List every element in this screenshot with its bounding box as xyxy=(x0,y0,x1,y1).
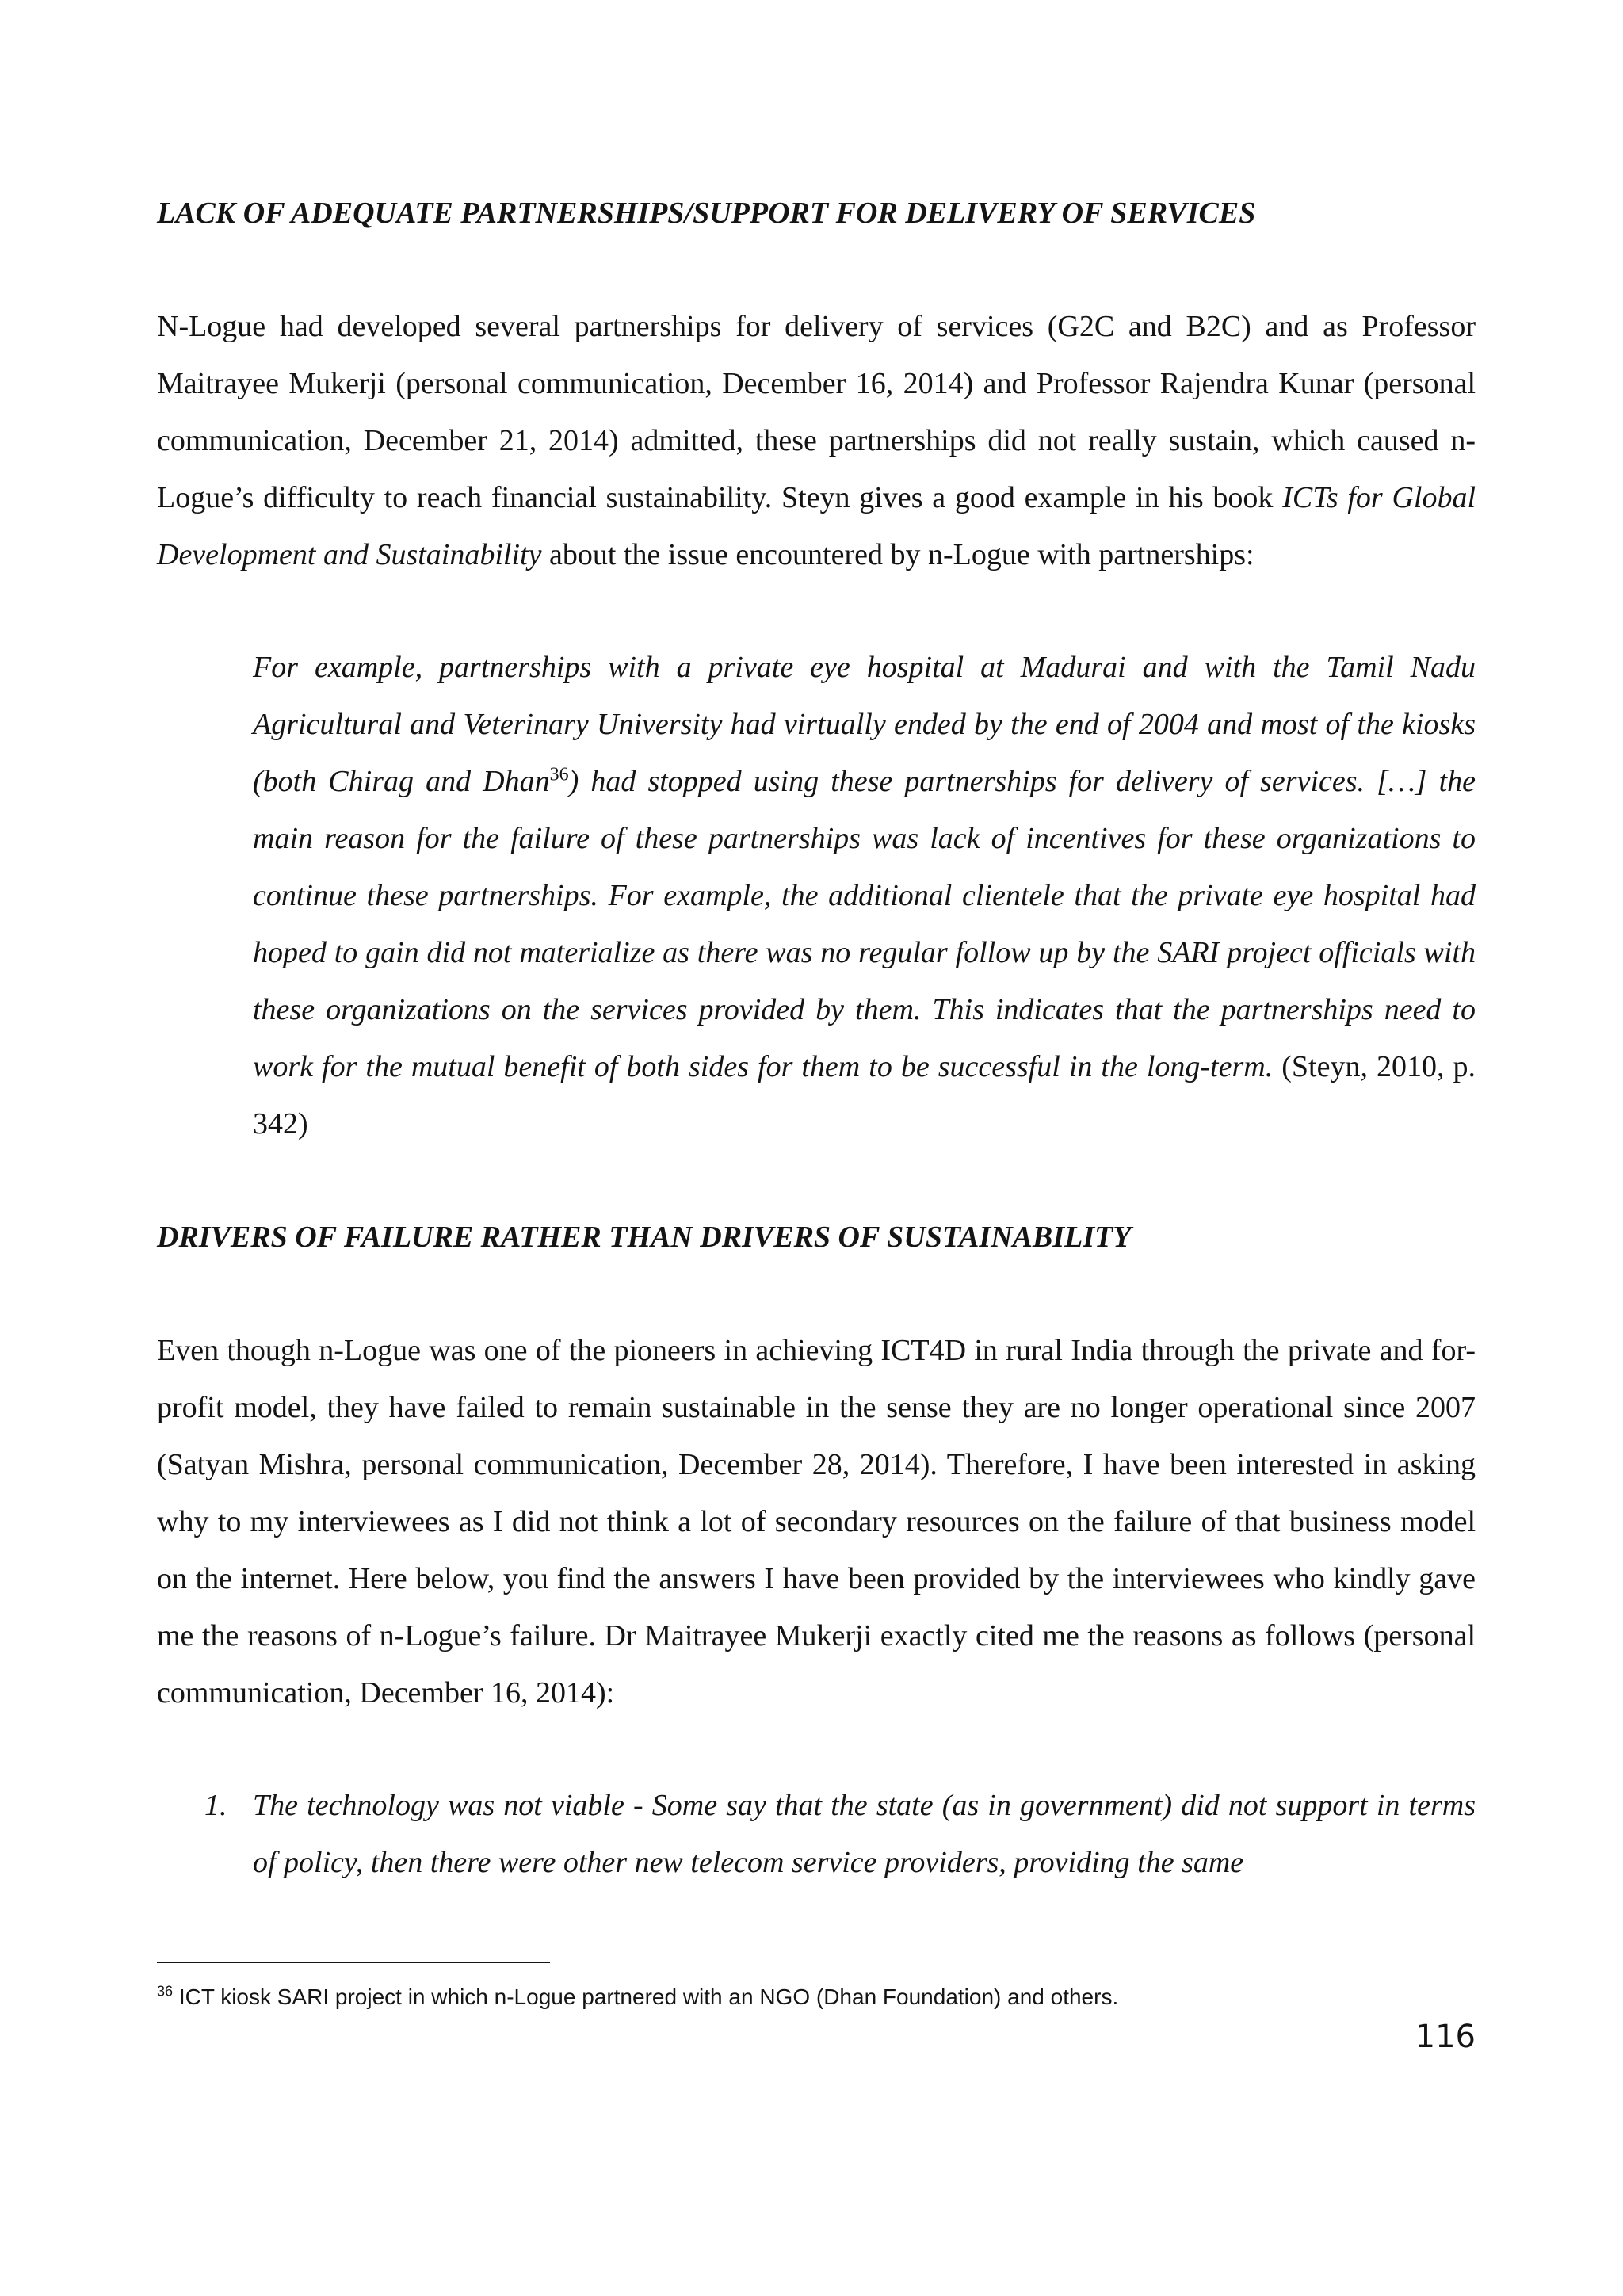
page-number: 116 xyxy=(1415,2019,1476,2055)
quote-text-tail: ) had stopped using these partnerships for delivery of services. […] the main reason for the failure of these partnerships was lack of incentives for these organizations to continue these partnerships. For example, the additional clientele that the private eye hospital had hoped to gain did not materialize as there was no regular follow up by the SARI project officials with these organizations on the services provided by them. This indicates that the partnerships need to work for the mutual benefit of both sides for them to be successful in the long-term. xyxy=(253,765,1476,1083)
failure-reasons-list xyxy=(157,1777,1476,1891)
paragraph-partnerships xyxy=(157,298,1476,583)
footnote-number: 36 xyxy=(157,1983,174,2000)
book-title: ICTs for Global Development and Sustainability xyxy=(157,481,1476,571)
paragraph-text-tail: about the issue encountered by n-Logue with partnerships: xyxy=(548,538,1254,571)
quote-citation: (Steyn, 2010, p. 342) xyxy=(253,1050,1476,1140)
footnote-divider xyxy=(157,1962,550,1963)
list-item xyxy=(157,1777,1476,1891)
paragraph-text-lead: N-Logue had developed several partnerships for delivery of services (G2C and B2C) and as Professor Maitrayee Mukerji (personal communication, December 16, 2014) and Professor Rajendra Kunar (personal communication, December 21, 2014) admitted, these partnerships did not really sustain, which caused n-Logue’s difficulty to reach financial sustainability. Steyn gives a good example in his book xyxy=(157,310,1476,514)
footnote-reference-36[interactable]: 36 xyxy=(549,764,569,785)
quote-text-lead: For example, partnerships with a private eye hospital at Madurai and with the Tamil Nadu Agricultural and Veterinary University had virtually ended by the end of 2004 and most of the kiosks (both Chirag and Dhan xyxy=(253,651,1476,798)
document-page xyxy=(157,0,1476,2296)
section-heading-partnerships: LACK OF ADEQUATE PARTNERSHIPS/SUPPORT FOR DELIVERY OF SERVICES xyxy=(157,197,1256,230)
footnote-36 xyxy=(157,1981,1476,2013)
paragraph-drivers-of-failure: Even though n-Logue was one of the pioneers in achieving ICT4D in rural India through the private and for-profit model, they have failed to remain sustainable in the sense they are no longer operational since 2007 (Satyan Mishra, personal communication, December 28, 2014). Therefore, I have been interested in asking why to my interviewees as I did not think a lot of secondary resources on the failure of that business model on the internet. Here below, you find the answers I have been provided by the interviewees who kindly gave me the reasons of n-Logue’s failure. Dr Maitrayee Mukerji exactly cited me the reasons as follows (personal communication, December 16, 2014): xyxy=(157,1334,1476,1710)
list-item-number: 1. xyxy=(204,1789,227,1822)
list-item-text: The technology was not viable - Some say that the state (as in government) did not support in terms of policy, then there were other new telecom service providers, providing the same xyxy=(253,1789,1476,1879)
section-heading-drivers-of-failure: DRIVERS OF FAILURE RATHER THAN DRIVERS OF SUSTAINABILITY xyxy=(157,1221,1132,1254)
block-quote-steyn xyxy=(253,639,1476,1152)
footnote-text: ICT kiosk SARI project in which n-Logue partnered with an NGO (Dhan Foundation) and others. xyxy=(178,1985,1119,2009)
